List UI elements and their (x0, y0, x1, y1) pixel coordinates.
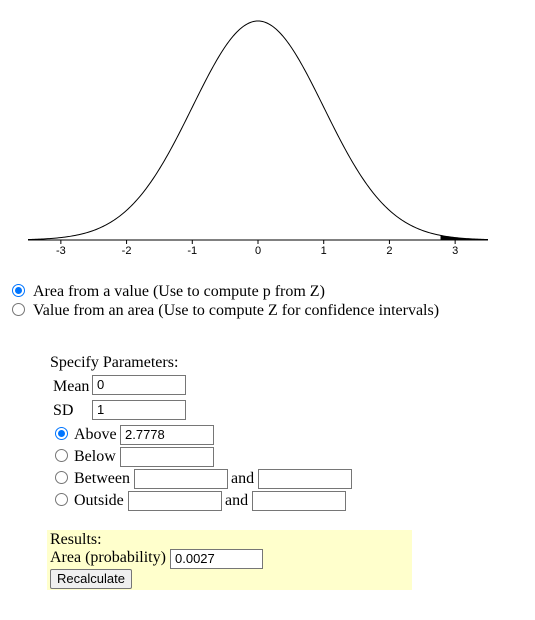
results-panel (47, 530, 412, 590)
between-and-label: and (231, 470, 255, 487)
below-radio[interactable] (55, 449, 68, 462)
mode-radio-area-from-value[interactable] (12, 284, 25, 297)
x-tick-label: -1 (187, 245, 198, 257)
between-high-input[interactable] (258, 469, 352, 489)
mode-option-label: Value from an area (Use to compute Z for confidence intervals) (33, 302, 440, 319)
area-probability-label: Area (probability) (50, 549, 166, 566)
x-tick-label: 1 (320, 245, 327, 257)
density-curve (28, 21, 488, 240)
option-between[interactable] (55, 469, 130, 489)
between-low-input[interactable] (134, 469, 228, 489)
area-probability-output[interactable]: 0.0027 (170, 549, 263, 569)
between-radio[interactable] (55, 471, 68, 484)
option-below[interactable] (55, 447, 116, 467)
sd-input[interactable]: 1 (92, 400, 186, 420)
option-above[interactable] (55, 425, 117, 445)
sd-label: SD (53, 402, 74, 419)
results-title: Results: (50, 531, 102, 548)
x-tick-label: 0 (254, 245, 262, 257)
outside-low-input[interactable] (128, 491, 222, 511)
mean-label: Mean (53, 378, 90, 395)
normal-curve-plot (0, 0, 535, 275)
mean-input[interactable]: 0 (92, 375, 186, 395)
mode-option-value-from-area[interactable] (12, 301, 439, 321)
above-input[interactable]: 2.7778 (120, 425, 214, 445)
x-tick-label: -2 (121, 245, 132, 257)
below-label: Below (74, 448, 116, 465)
x-tick-label: 2 (386, 245, 393, 257)
between-label: Between (74, 470, 130, 487)
outside-radio[interactable] (55, 493, 68, 506)
mode-radio-value-from-area[interactable] (12, 303, 25, 316)
normal-distribution-chart (0, 0, 535, 275)
mode-option-area-from-value[interactable] (12, 282, 325, 302)
above-radio[interactable] (55, 427, 68, 440)
outside-high-input[interactable] (252, 491, 346, 511)
x-tick-label: -3 (55, 245, 66, 257)
below-input[interactable] (120, 447, 214, 467)
params-title: Specify Parameters: (50, 354, 179, 371)
above-label: Above (74, 426, 117, 443)
recalculate-button[interactable]: Recalculate (50, 569, 132, 589)
outside-and-label: and (225, 492, 249, 509)
outside-label: Outside (74, 492, 124, 509)
option-outside[interactable] (55, 491, 124, 511)
x-tick-label: 3 (452, 245, 459, 257)
mode-option-label: Area from a value (Use to compute p from Z) (33, 283, 325, 300)
